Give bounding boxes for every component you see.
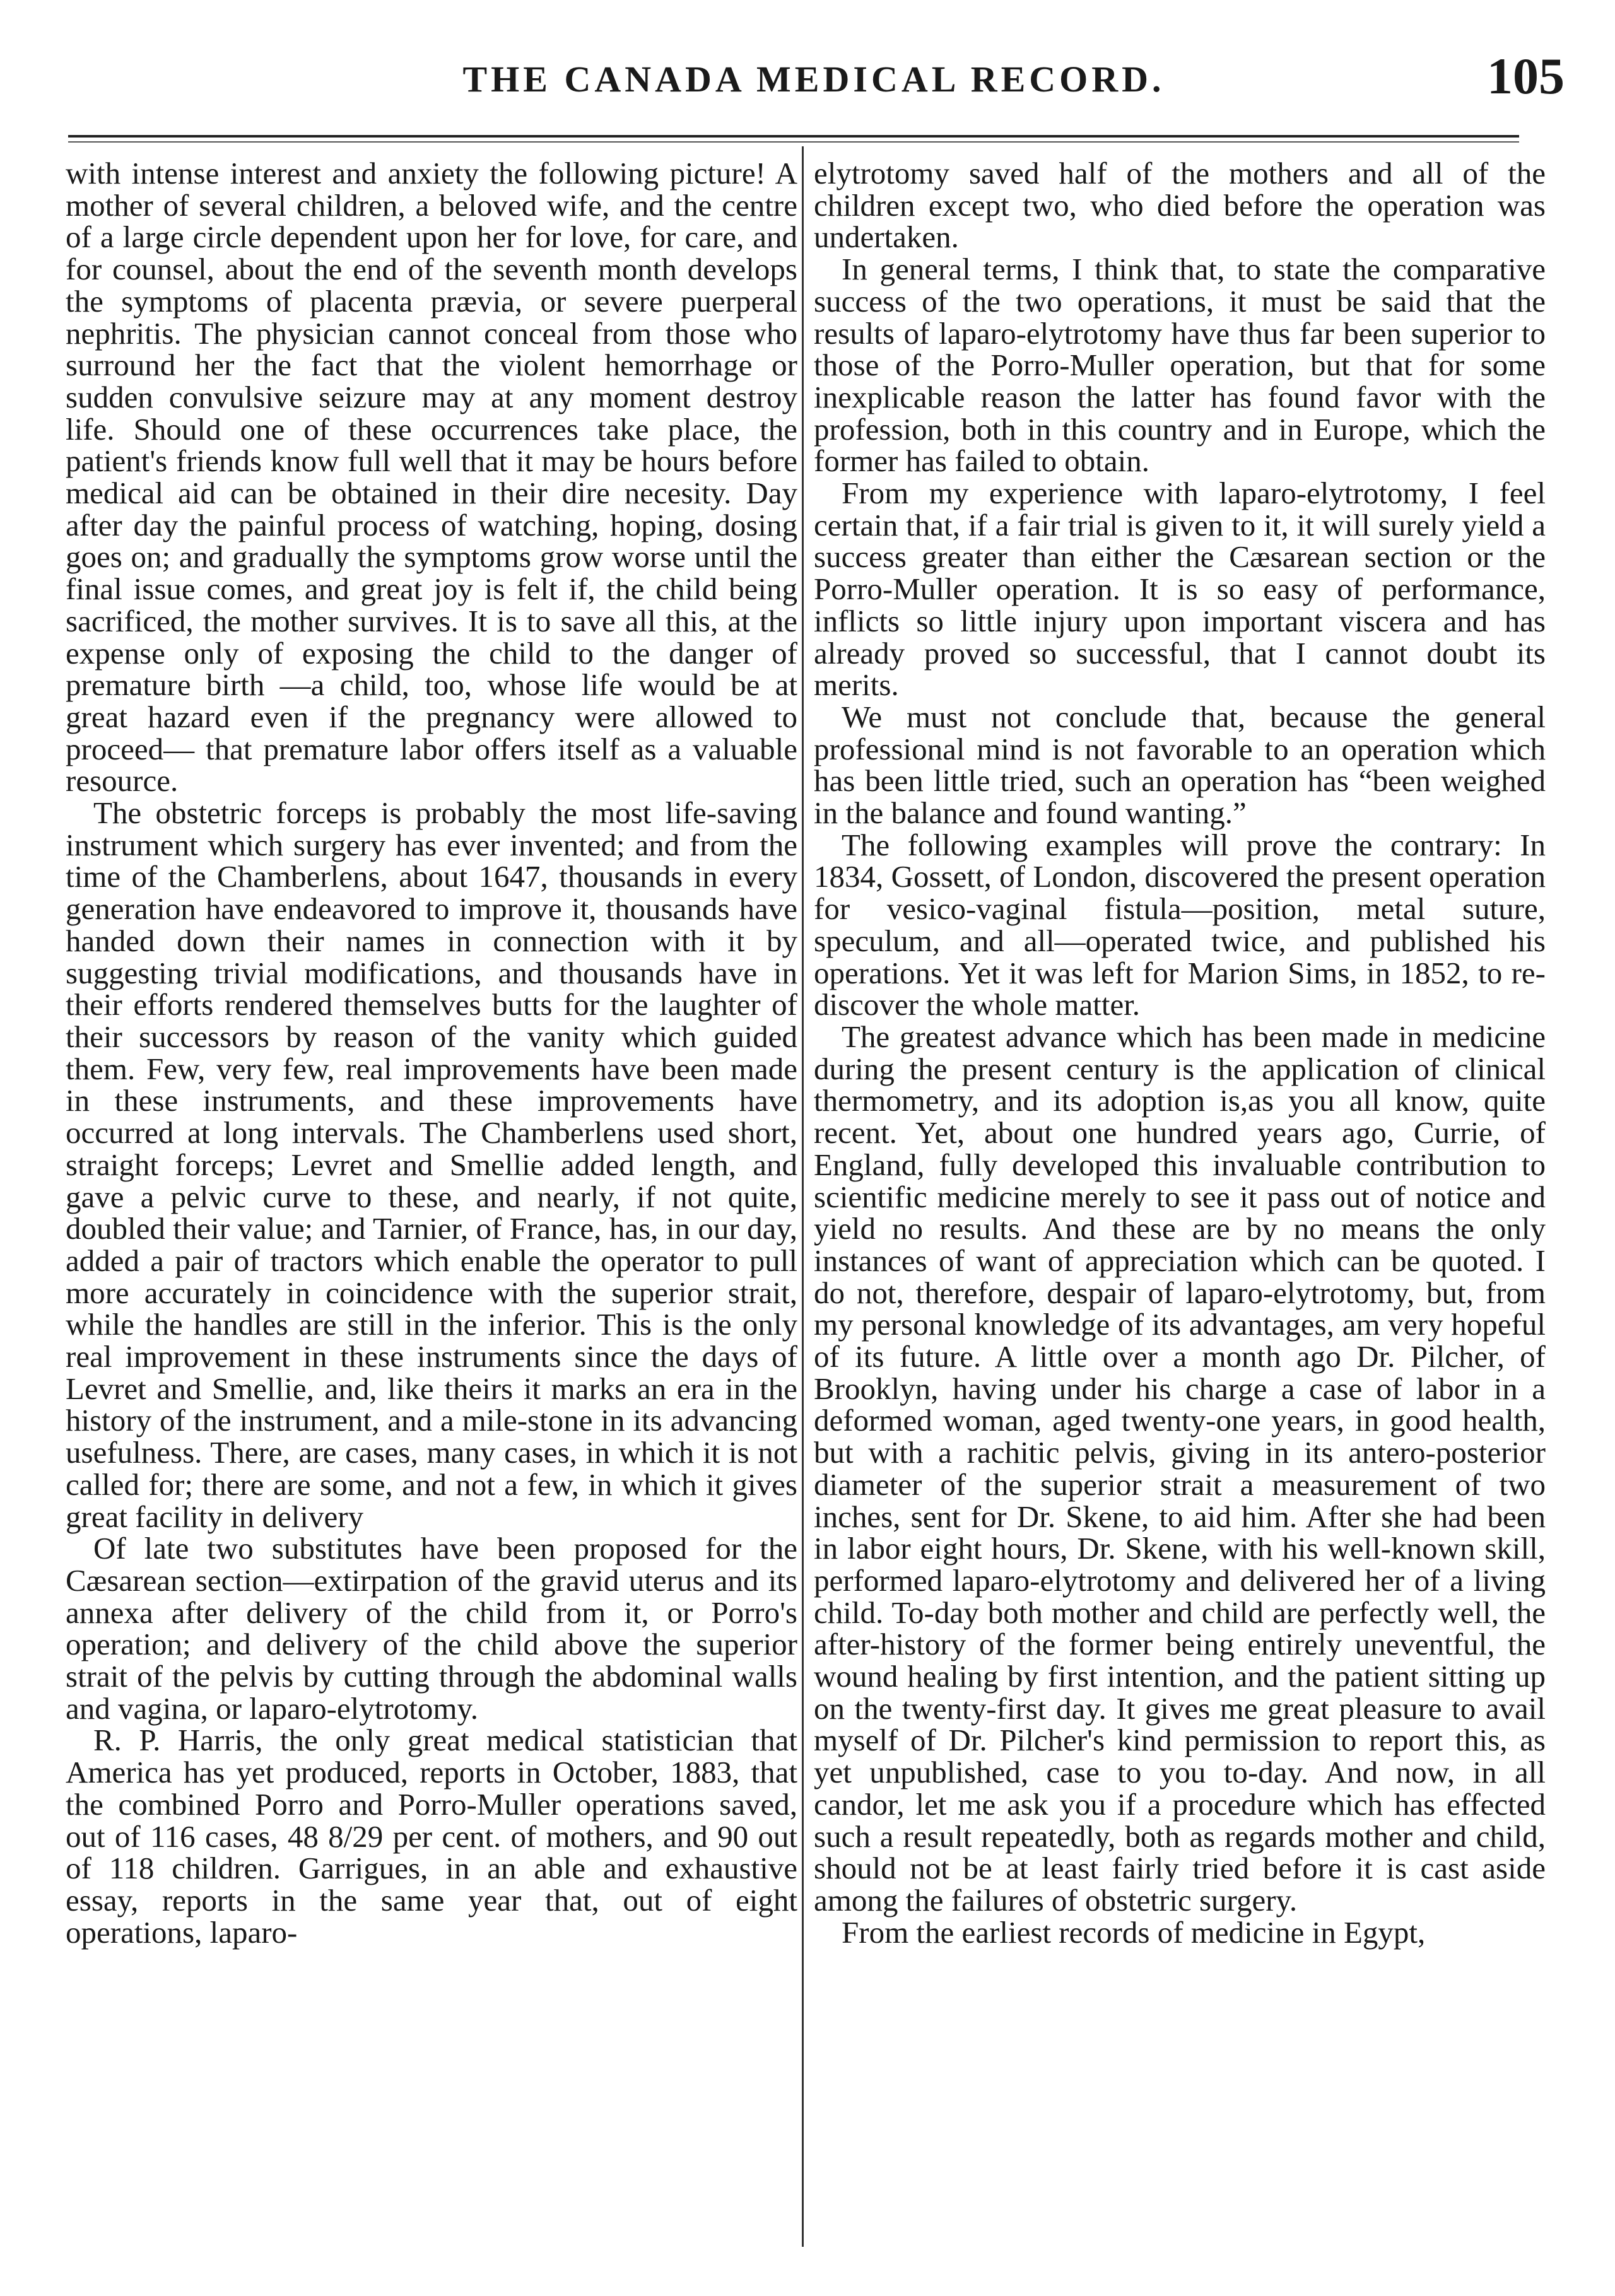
paragraph: From the earliest records of medicine in Egypt, xyxy=(842,1914,1426,1950)
paragraph: R. P. Harris, the only great medical statistician that America has yet produced, reports in October, 1883, that the combined Porro and Porro-Muller operations saved, out of 116 cases, 48 8/29 per cent. of mothers, and 90 out of 118 children. Garrigues, in an able and exhaustive essay, reports in the same year that, out of eight operations, laparo- xyxy=(66,1723,797,1950)
left-column xyxy=(66,158,797,1948)
paragraph: In general terms, I think that, to state the comparative success of the two operations, it must be said that the results of laparo-elytrotomy have thus far been superior to those of the Porro-Muller operation, but that for some inexplicable reason the latter has found favor with the profession, both in this country and in Europe, which the former has failed to obtain. xyxy=(814,252,1546,479)
paragraph: with intense interest and anxiety the following picture! A mother of several children, a beloved wife, and the centre of a large circle dependent upon her for love, for care, and for counsel, about the end of the seventh month develops the symptoms of placenta prævia, or severe puerperal nephritis. The physician cannot conceal from those who surround her the fact that the violent hemorrhage or sudden convulsive seizure may at any moment destroy life. Should one of these occurrences take place, the patient's friends know full well that it may be hours before medical aid can be obtained in their dire necesity. Day after day the painful process of watching, hoping, dosing goes on; and gradually the symptoms grow worse until the final issue comes, and great joy is felt if, the child being sacrificed, the mother survives. It is to save all this, at the expense only of exposing the child to the danger of premature birth —a child, too, whose life would be at great hazard even if the pregnancy were allowed to proceed— that premature labor offers itself as a valuable resource. xyxy=(66,156,797,799)
header-rule-thin xyxy=(68,141,1519,143)
paragraph: The following examples will prove the contrary: In 1834, Gossett, of London, discovered the present operation for vesico-vaginal fistula—position, metal suture, speculum, and all—operated twice, and published his operations. Yet it was left for Marion Sims, in 1852, to re-discover the whole matter. xyxy=(814,827,1546,1022)
paragraph: From my experience with laparo-elytrotomy, I feel certain that, if a fair trial is given to it, it will surely yield a success greater than either the Cæsarean section or the Porro-Muller operation. It is so easy of performance, inflicts so little injury upon important viscera and has already proved so successful, that I cannot doubt its merits. xyxy=(814,476,1546,703)
paragraph: We must not conclude that, because the general professional mind is not favorable to an operation which has been little tried, such an operation has “been weighed in the balance and found wanting.” xyxy=(814,699,1546,831)
paragraph: The greatest advance which has been made in medicine during the present century is the application of clinical thermometry, and its adoption is,as you all know, quite recent. Yet, about one hundred years ago, Currie, of England, fully developed this invaluable contribution to scientific medicine merely to see it pass out of notice and yield no results. And these are by no means the only instances of want of appreciation which can be quoted. I do not, therefore, despair of laparo-elytrotomy, but, from my personal knowledge of its advantages, am very hopeful of its future. A little over a month ago Dr. Pilcher, of Brooklyn, having under his charge a case of labor in a deformed woman, aged twenty-one years, in good health, but with a rachitic pelvis, giving in its antero-posterior diameter of the superior strait a measurement of two inches, sent for Dr. Skene, to aid him. After she had been in labor eight hours, Dr. Skene, with his well-known skill, performed laparo-elytrotomy and delivered her of a living child. To-day both mother and child are perfectly well, the after-history of the former being entirely uneventful, the wound healing by first intention, and the patient sitting up on the twenty-first day. It gives me great pleasure to avail myself of Dr. Pilcher's kind permission to report this, as yet unpublished, case to you to-day. And now, in all candor, let me ask you if a procedure which has effected such a result repeatedly, both as regards mother and child, should not be at least fairly tried before it is cast aside among the failures of obstetric surgery. xyxy=(814,1019,1546,1918)
page-number: 105 xyxy=(1487,47,1565,105)
running-title: THE CANADA MEDICAL RECORD. xyxy=(462,59,1165,100)
paragraph: The obstetric forceps is probably the most life-saving instrument which surgery has ever invented; and from the time of the Chamberlens, about 1647, thousands in every generation have endeavored to improve it, thousands have handed down their names in connection with it by suggesting trivial modifications, and thousands have in their efforts rendered themselves butts for the laughter of their successors by reason of the vanity which guided them. Few, very few, real improvements have been made in these instruments, and these improvements have occurred at long intervals. The Chamberlens used short, straight forceps; Levret and Smellie added length, and gave a pelvic curve to these, and nearly, if not quite, doubled their value; and Tarnier, of France, has, in our day, added a pair of tractors which enable the operator to pull more accurately in coincidence with the superior strait, while the handles are still in the inferior. This is the only real improvement in these instruments since the days of Levret and Smellie, and, like theirs it marks an era in the history of the instrument, and a mile-stone in its advancing usefulness. There, are cases, many cases, in which it is not called for; there are some, and not a few, in which it gives great facility in delivery xyxy=(66,795,797,1534)
column-divider xyxy=(802,146,804,2247)
right-column xyxy=(814,158,1546,1948)
page-header xyxy=(63,44,1565,114)
paragraph: elytrotomy saved half of the mothers and all of the children except two, who died before the operation was undertaken. xyxy=(814,156,1546,255)
paragraph: Of late two substitutes have been proposed for the Cæsarean section—extirpation of the gravid uterus and its annexa after delivery of the child from it, or Porro's operation; and delivery of the child above the superior strait of the pelvis by cutting through the abdominal walls and vagina, or laparo-elytrotomy. xyxy=(66,1531,797,1726)
header-rule xyxy=(68,135,1519,138)
